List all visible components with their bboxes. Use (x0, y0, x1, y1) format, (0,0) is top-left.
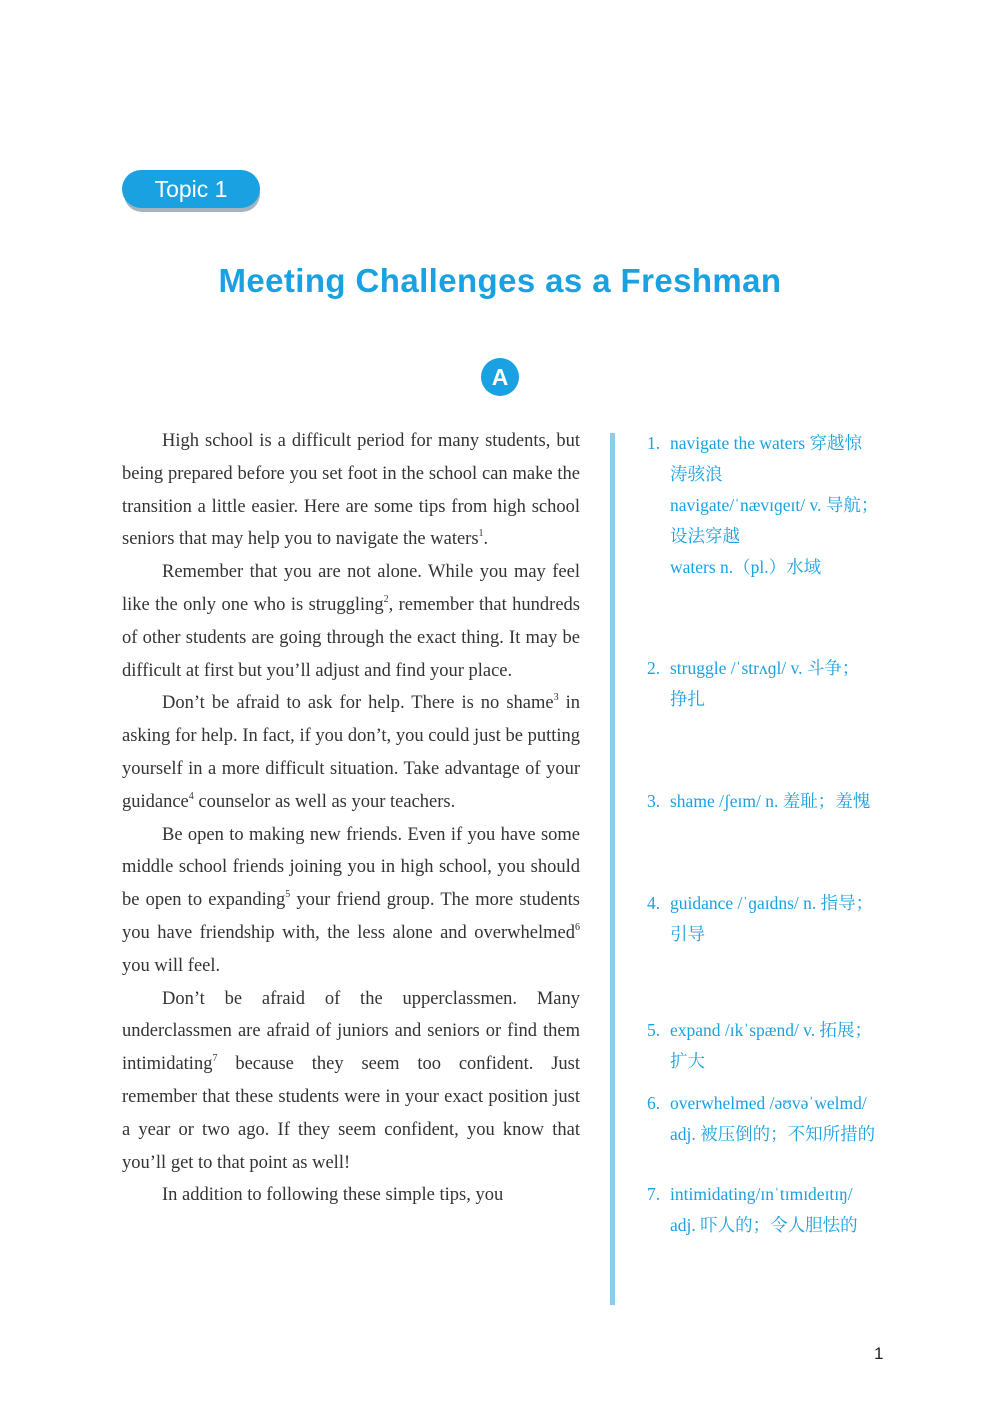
paragraph-text: you will feel. (122, 955, 221, 976)
paragraph-text: In addition to following these simple tips, you (162, 1185, 504, 1206)
footnote-marker: 6 (575, 921, 580, 933)
article-paragraph (122, 1179, 580, 1212)
topic-badge: Topic 1 (122, 170, 260, 208)
glossary-item-overwhelmed (647, 1088, 882, 1150)
article-paragraph (122, 687, 580, 818)
paragraph-text: Remember that you are not alone. While you may feel like the only one who is struggling (122, 562, 580, 615)
footnote-marker: 1 (478, 528, 484, 540)
paragraph-text: . (483, 529, 489, 550)
glossary-number: 5. (647, 1020, 661, 1040)
glossary-line: intimidating/ɪnˈtɪmɪdeɪtɪŋ/ (670, 1184, 853, 1204)
article-body (122, 425, 580, 1212)
article-paragraph (122, 425, 580, 556)
glossary-line: overwhelmed /əʊvəˈwelmd/ (670, 1093, 867, 1113)
paragraph-text: in asking for help. In fact, if you don’t, you could just be putting yourself in a more difficult situation. Take advantage of your guidance (122, 693, 581, 812)
glossary-line: waters n.（pl.）水域 (670, 557, 822, 577)
article-paragraph (122, 556, 580, 687)
glossary-line: 挣扎 (670, 689, 705, 709)
footnote-marker: 2 (383, 593, 389, 605)
paragraph-text: counselor as well as your teachers. (193, 791, 456, 812)
glossary-line: struggle /ˈstrʌɡl/ v. 斗争； (670, 658, 860, 678)
glossary-item-shame (647, 786, 882, 817)
article-paragraph (122, 819, 580, 983)
footnote-marker: 3 (553, 692, 559, 704)
page-title: Meeting Challenges as a Freshman (218, 262, 782, 299)
paragraph-text: Be open to making new friends. Even if you have some middle school friends joining you in high school, you should be open to expanding (122, 824, 580, 911)
article-paragraph (122, 983, 580, 1180)
glossary-number: 7. (647, 1184, 661, 1204)
glossary-number: 1. (647, 433, 661, 453)
glossary-number: 4. (647, 893, 661, 913)
glossary-line: navigate the waters 穿越惊 (670, 433, 862, 453)
glossary-line: adj. 被压倒的；不知所措的 (670, 1124, 876, 1144)
glossary-line: adj. 吓人的；令人胆怯的 (670, 1215, 858, 1235)
paragraph-text: High school is a difficult period for many students, but being prepared before you set foot in the school can make the transition a little easier. Here are some tips from high school seniors that may help you to navigate the waters (122, 431, 580, 550)
glossary-item-struggle (647, 653, 882, 715)
glossary-line: guidance /ˈɡaɪdns/ n. 指导； (670, 893, 874, 913)
glossary-line: navigate/ˈnævɪɡeɪt/ v. 导航； (670, 495, 879, 515)
section-badge: A (481, 358, 519, 396)
glossary-item-expand (647, 1015, 882, 1077)
glossary-line: 设法穿越 (670, 526, 740, 546)
glossary-item-navigate (647, 428, 882, 583)
footnote-marker: 5 (285, 889, 291, 901)
paragraph-text: because they seem too confident. Just remember that these students were in your exact position just a year or two ago. If they seem confident, you know that you’ll get to that point as well! (122, 1054, 580, 1173)
column-divider (610, 433, 615, 1305)
footnote-marker: 7 (212, 1053, 218, 1065)
paragraph-text: , remember that hundreds of other students are going through the exact thing. It may be difficult at first but you’ll adjust and find your place. (122, 594, 580, 681)
glossary-line: 引导 (670, 924, 705, 944)
glossary-line: expand /ɪkˈspænd/ v. 拓展； (670, 1020, 873, 1040)
paragraph-text: Don’t be afraid of the upperclassmen. Many underclassmen are afraid of juniors and seniors or find them intimidating (122, 988, 580, 1075)
footnote-marker: 4 (188, 790, 194, 802)
glossary-number: 3. (647, 791, 661, 811)
glossary-number: 2. (647, 658, 661, 678)
glossary-number: 6. (647, 1093, 661, 1113)
paragraph-text: Don’t be afraid to ask for help. There is no shame (162, 693, 554, 714)
glossary-item-intimidating (647, 1179, 882, 1241)
page-number: 1 (874, 1344, 884, 1363)
glossary-item-guidance (647, 888, 882, 950)
glossary-line: shame /ʃeɪm/ n. 羞耻；羞愧 (670, 791, 871, 811)
glossary-line: 扩大 (670, 1051, 705, 1071)
glossary-line: 涛骇浪 (670, 464, 723, 484)
paragraph-text: your friend group. The more students you have friendship with, the less alone and overwhelmed (122, 890, 580, 943)
